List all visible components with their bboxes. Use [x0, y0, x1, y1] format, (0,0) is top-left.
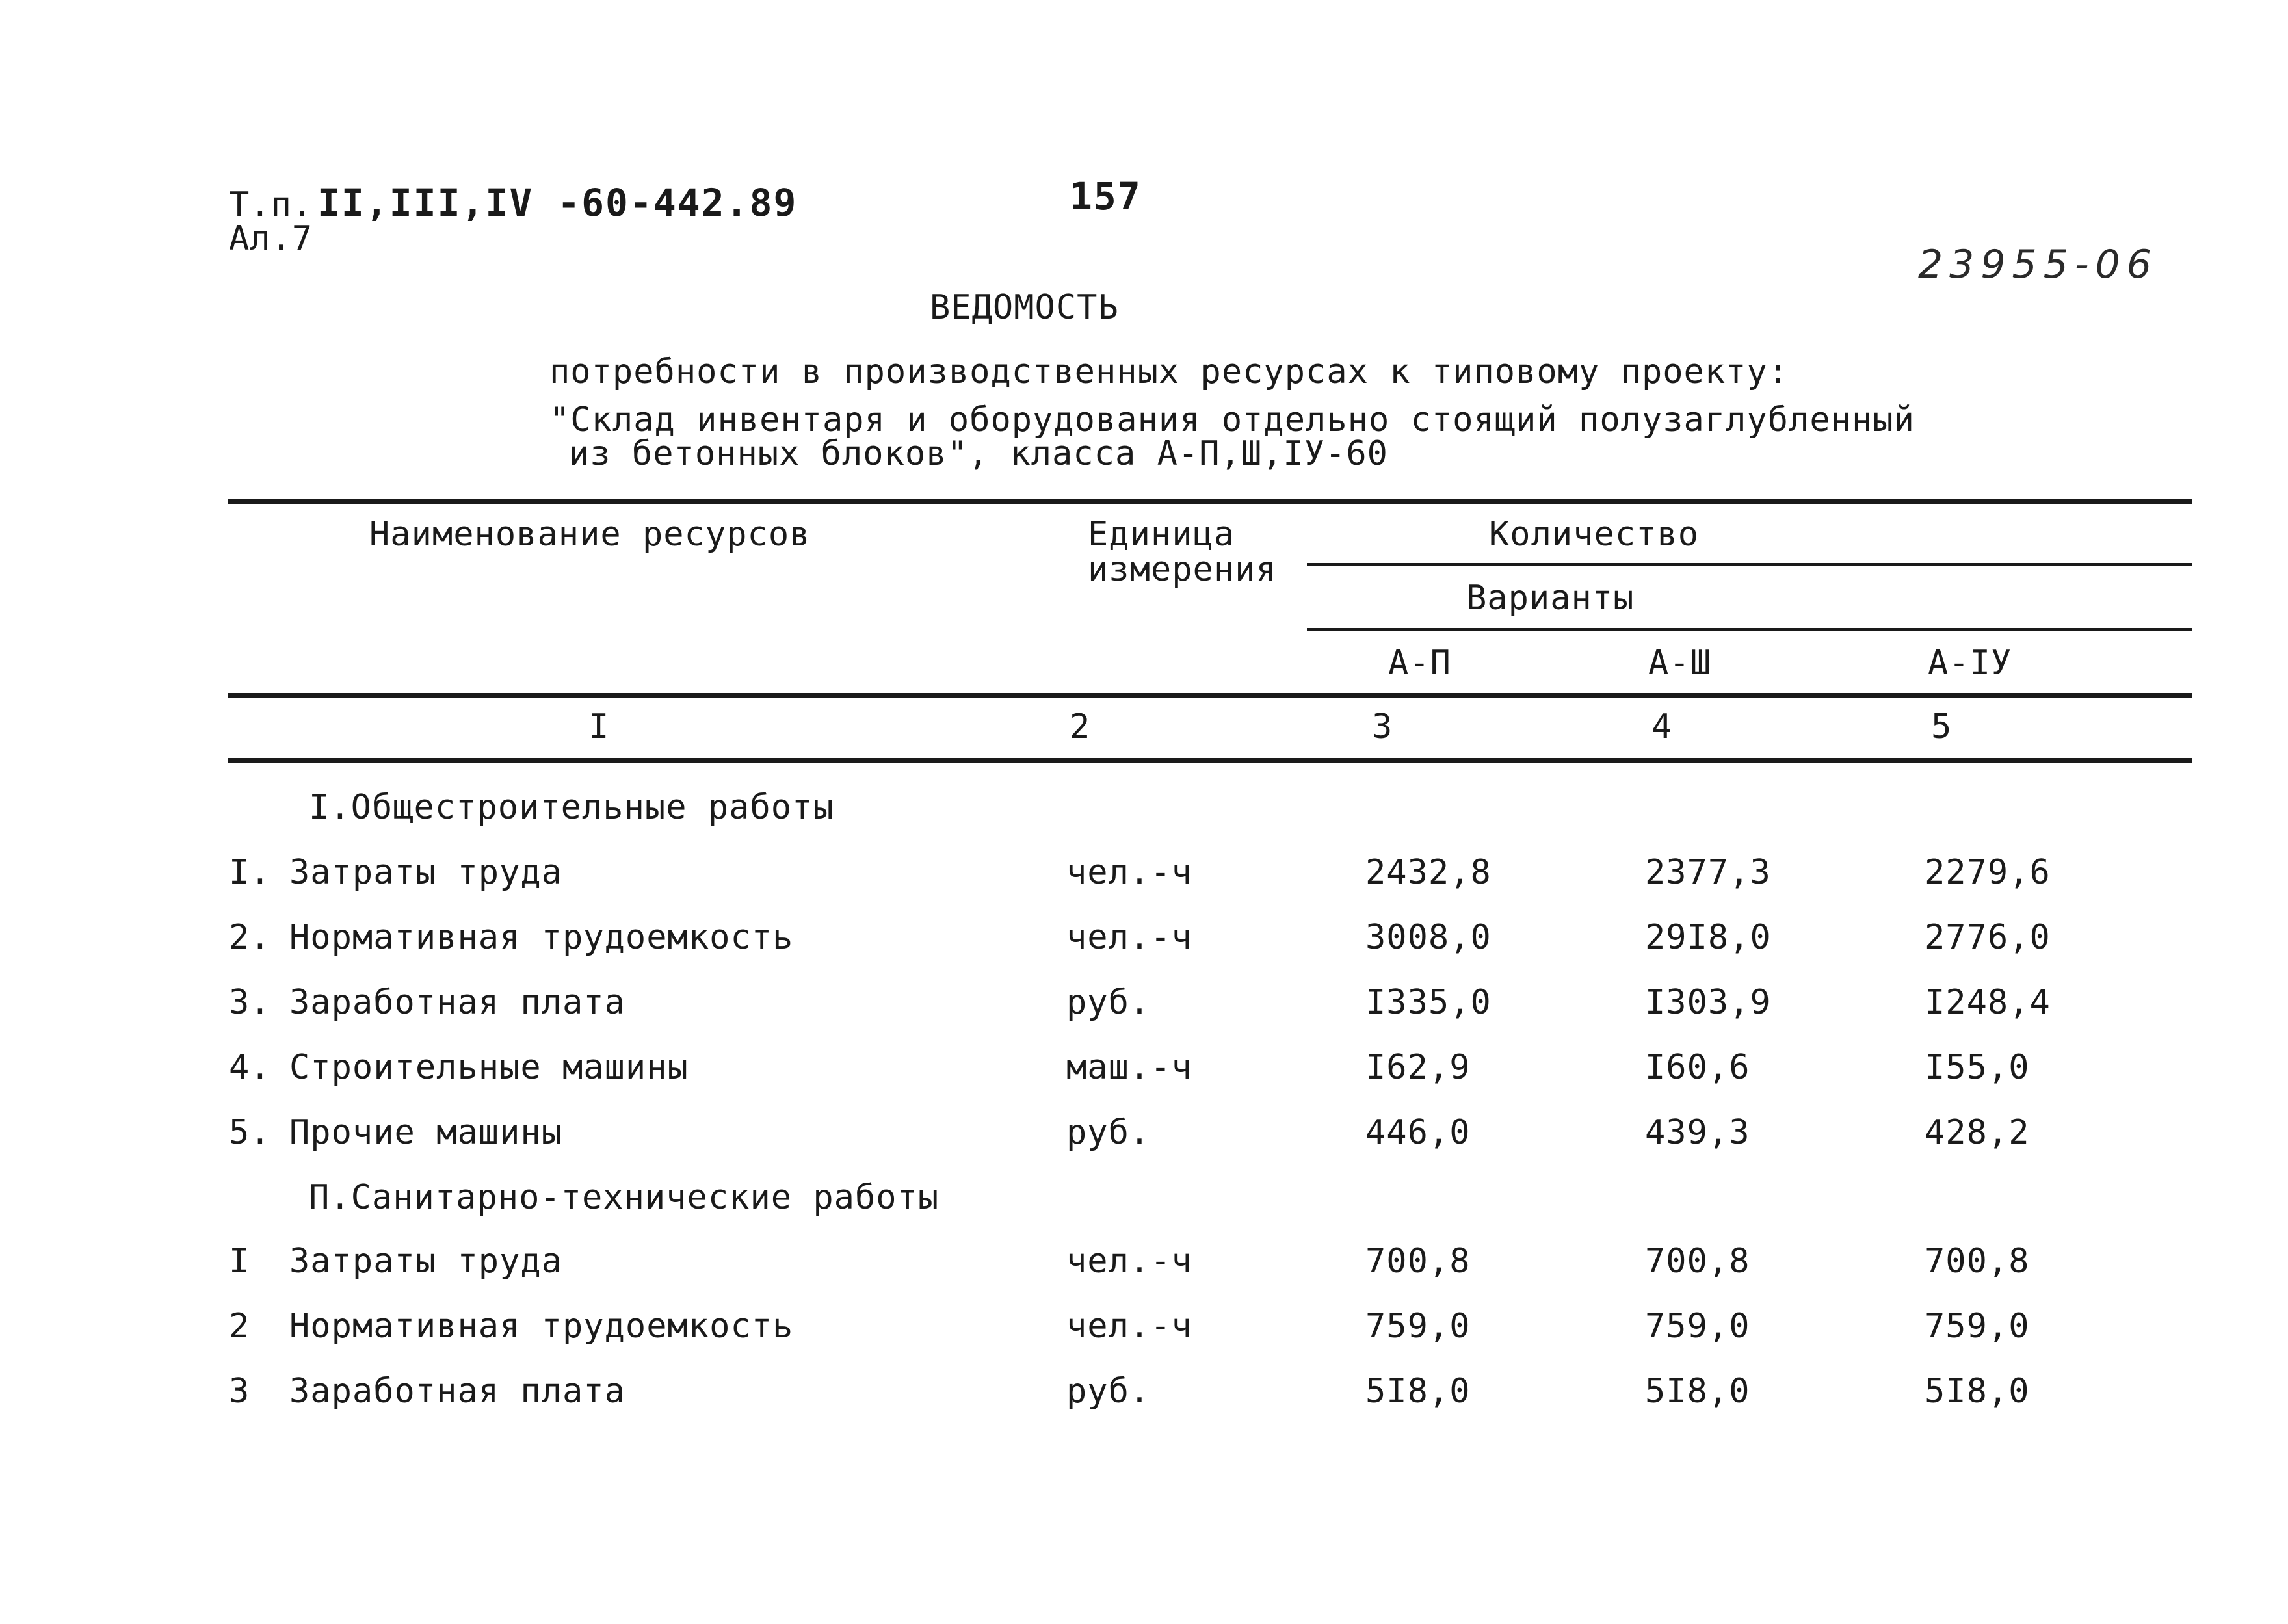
resource-name: Заработная плата	[289, 1372, 625, 1411]
col-number-3: 3	[1372, 707, 1393, 746]
variant-a2: А-П	[1388, 644, 1451, 683]
value-a2: 5I8,0	[1365, 1372, 1471, 1411]
row-number: I.	[229, 853, 271, 892]
resource-name: Нормативная трудоемкость	[289, 918, 794, 957]
resource-name: Затраты труда	[289, 853, 562, 892]
section-title: I.Общестроительные работы	[309, 788, 834, 827]
unit: руб.	[1066, 1113, 1151, 1152]
value-a4: 759,0	[1925, 1307, 2030, 1346]
col-header-unit-1: Единица	[1088, 515, 1235, 554]
value-a2: 446,0	[1365, 1113, 1471, 1152]
value-a2: I335,0	[1365, 983, 1492, 1022]
col-header-unit-2: измерения	[1088, 550, 1277, 589]
value-a4: 5I8,0	[1925, 1372, 2030, 1411]
variant-a3: А-Ш	[1648, 644, 1711, 683]
unit: руб.	[1066, 983, 1151, 1022]
value-a2: 759,0	[1365, 1307, 1471, 1346]
value-a2: 700,8	[1365, 1242, 1471, 1281]
title-line-1: потребности в производственных ресурсах к типовому проекту:	[549, 352, 1789, 391]
variants-rule	[1307, 628, 2192, 631]
unit: руб.	[1066, 1372, 1151, 1411]
stamp-number: 23955-06	[1918, 242, 2158, 287]
section-title: П.Санитарно-технические работы	[309, 1178, 940, 1217]
doc-code-prefix: Т.п.	[229, 185, 313, 224]
value-a2: I62,9	[1365, 1048, 1471, 1087]
value-a3: 29I8,0	[1645, 918, 1771, 957]
header-bottom-rule	[228, 693, 2192, 698]
doc-code-handwritten: II,III,IV -60-442.89	[317, 181, 798, 225]
value-a3: 439,3	[1645, 1113, 1750, 1152]
col-header-name: Наименование ресурсов	[369, 515, 811, 554]
col-number-5: 5	[1931, 707, 1953, 746]
col-number-1: I	[588, 707, 610, 746]
row-number: 2	[229, 1307, 250, 1346]
table-top-rule	[228, 499, 2192, 504]
title-line-3: из бетонных блоков", класса А-П,Ш,IУ-60	[569, 434, 1388, 473]
title-line-2: "Склад инвентаря и оборудования отдельно стоящий полузаглубленный	[549, 400, 1915, 439]
unit: чел.-ч	[1066, 918, 1192, 957]
value-a4: I248,4	[1925, 983, 2051, 1022]
col-header-quantity: Количество	[1489, 515, 1700, 554]
document-heading: ВЕДОМОСТЬ	[930, 288, 1119, 327]
row-number: I	[229, 1242, 250, 1281]
row-number: 3	[229, 1372, 250, 1411]
row-number: 3.	[229, 983, 271, 1022]
unit: чел.-ч	[1066, 1242, 1192, 1281]
value-a3: 5I8,0	[1645, 1372, 1750, 1411]
value-a2: 2432,8	[1365, 853, 1492, 892]
resource-name: Нормативная трудоемкость	[289, 1307, 794, 1346]
value-a3: 2377,3	[1645, 853, 1771, 892]
row-number: 2.	[229, 918, 271, 957]
variant-a4: А-IУ	[1928, 644, 2012, 683]
unit: чел.-ч	[1066, 853, 1192, 892]
value-a2: 3008,0	[1365, 918, 1492, 957]
col-header-variants: Варианты	[1466, 579, 1635, 618]
value-a4: 2279,6	[1925, 853, 2051, 892]
col-number-2: 2	[1070, 707, 1091, 746]
row-number: 4.	[229, 1048, 271, 1087]
resource-name: Строительные машины	[289, 1048, 689, 1087]
value-a3: I60,6	[1645, 1048, 1750, 1087]
value-a3: 759,0	[1645, 1307, 1750, 1346]
row-number: 5.	[229, 1113, 271, 1152]
value-a4: I55,0	[1925, 1048, 2030, 1087]
value-a4: 428,2	[1925, 1113, 2030, 1152]
resource-name: Заработная плата	[289, 983, 625, 1022]
sheet-label: Ал.7	[229, 219, 313, 258]
col-number-4: 4	[1651, 707, 1673, 746]
numbers-bottom-rule	[228, 758, 2192, 763]
unit: маш.-ч	[1066, 1048, 1192, 1087]
value-a4: 2776,0	[1925, 918, 2051, 957]
page-number: 157	[1070, 174, 1142, 218]
value-a3: 700,8	[1645, 1242, 1750, 1281]
value-a4: 700,8	[1925, 1242, 2030, 1281]
resource-name: Затраты труда	[289, 1242, 562, 1281]
resource-name: Прочие машины	[289, 1113, 562, 1152]
unit: чел.-ч	[1066, 1307, 1192, 1346]
value-a3: I303,9	[1645, 983, 1771, 1022]
quantity-rule	[1307, 563, 2192, 566]
